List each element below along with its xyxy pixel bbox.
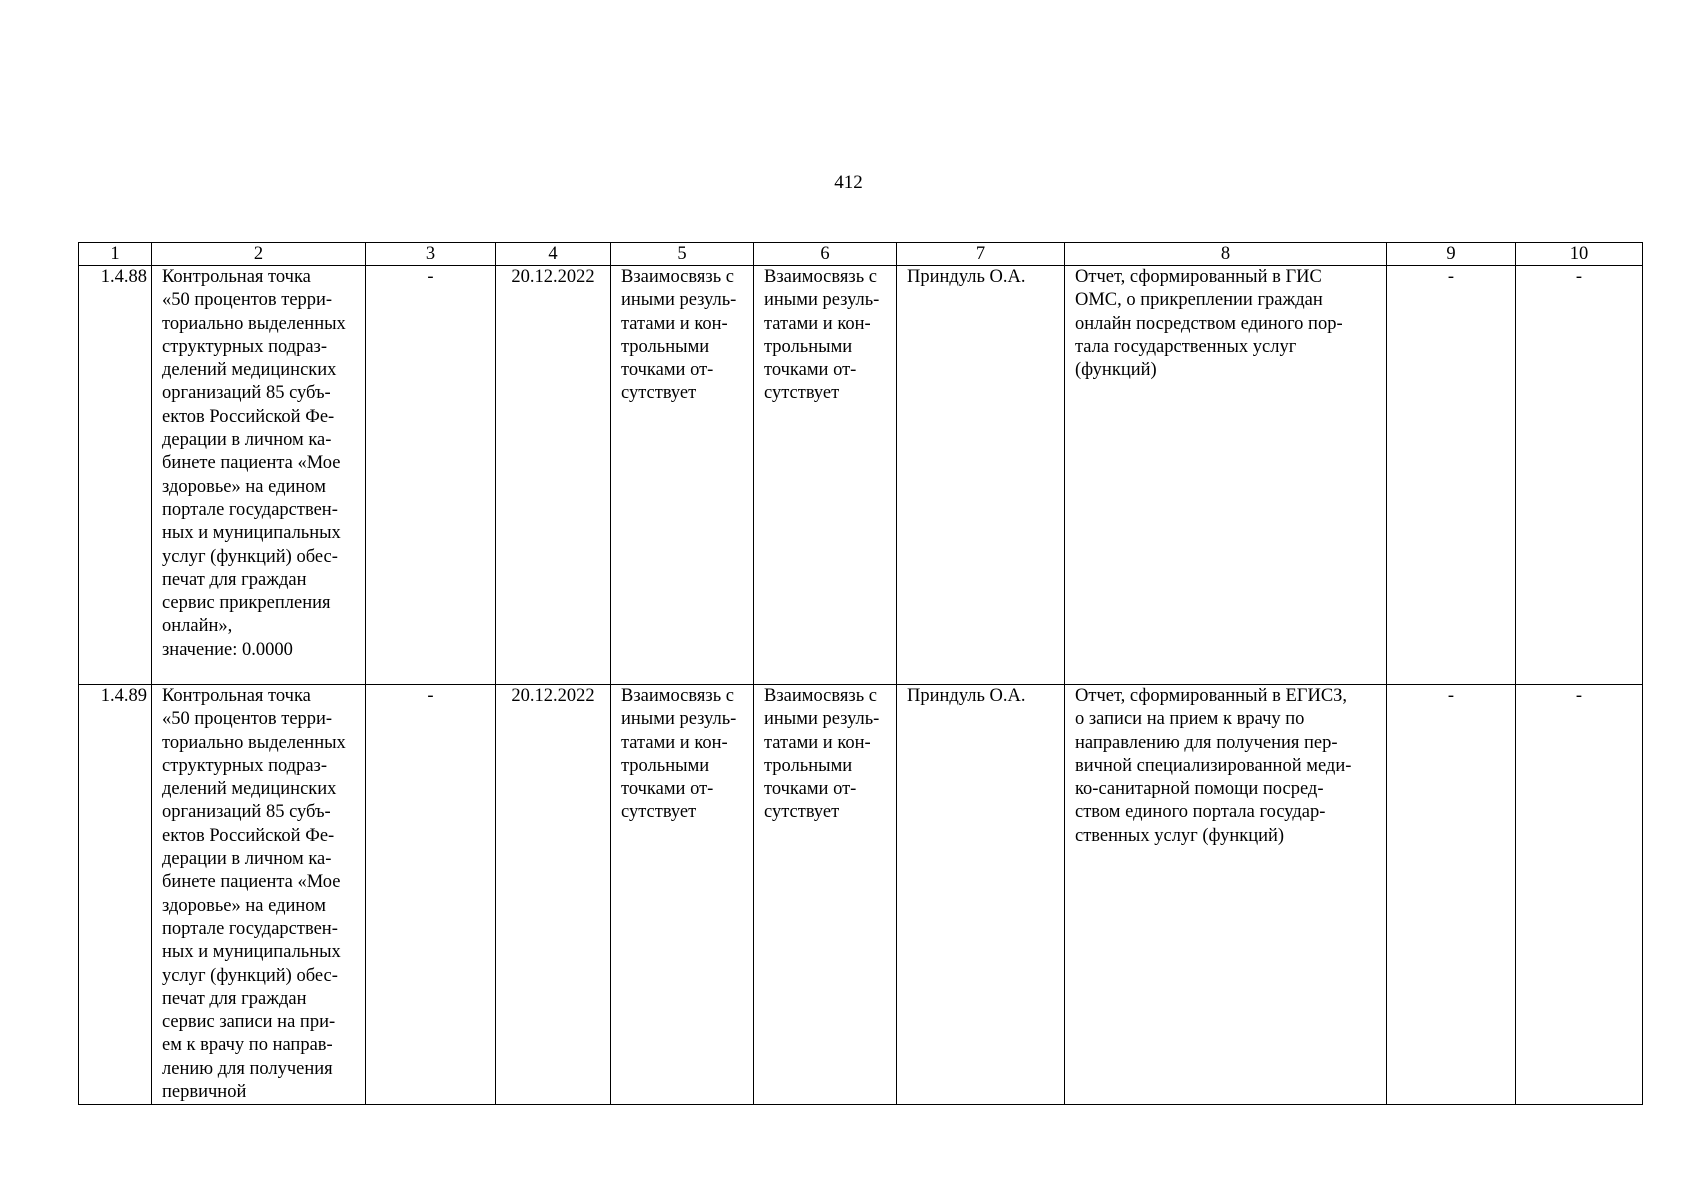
row-id-cell: 1.4.88 <box>79 266 152 685</box>
column-header: 9 <box>1387 243 1516 266</box>
relation-cell: Взаимосвязь с иными резуль- татами и кон- трольными точками от- сутствует <box>754 685 897 1105</box>
date-cell: 20.12.2022 <box>496 266 611 685</box>
description-cell: Контрольная точка «50 процентов терри- ториально выделенных структурных подраз- делений медицинских организаций 85 субъ- ектов Российской Фе- дерации в личном ка- бинете пациента «Мое здоровье» на едином портале государствен- ных и муниципальных услуг (функций) обес- печат для граждан сервис прикрепления онлайн», значение: 0.0000 <box>152 266 366 685</box>
column-header: 5 <box>611 243 754 266</box>
table-header-row <box>79 243 1643 266</box>
relation-cell: Взаимосвязь с иными резуль- татами и кон- трольными точками от- сутствует <box>611 685 754 1105</box>
table-row <box>79 266 1643 685</box>
column-header: 10 <box>1516 243 1643 266</box>
column-header: 6 <box>754 243 897 266</box>
column-header: 1 <box>79 243 152 266</box>
date-cell: 20.12.2022 <box>496 685 611 1105</box>
table-row <box>79 685 1643 1105</box>
column-9-cell: - <box>1387 266 1516 685</box>
column-10-cell: - <box>1516 266 1643 685</box>
column-header: 2 <box>152 243 366 266</box>
control-points-table <box>78 242 1643 1105</box>
responsible-cell: Приндуль О.А. <box>897 266 1065 685</box>
column-header: 8 <box>1065 243 1387 266</box>
column-10-cell: - <box>1516 685 1643 1105</box>
column-3-cell: - <box>366 685 496 1105</box>
column-header: 4 <box>496 243 611 266</box>
report-cell: Отчет, сформированный в ГИС ОМС, о прикреплении граждан онлайн посредством единого пор- тала государственных услуг (функций) <box>1065 266 1387 685</box>
description-cell: Контрольная точка «50 процентов терри- ториально выделенных структурных подраз- делений медицинских организаций 85 субъ- ектов Российской Фе- дерации в личном ка- бинете пациента «Мое здоровье» на едином портале государствен- ных и муниципальных услуг (функций) обес- печат для граждан сервис записи на при- ем к врачу по направ- лению для получения первичной <box>152 685 366 1105</box>
responsible-cell: Приндуль О.А. <box>897 685 1065 1105</box>
relation-cell: Взаимосвязь с иными резуль- татами и кон- трольными точками от- сутствует <box>754 266 897 685</box>
relation-cell: Взаимосвязь с иными резуль- татами и кон- трольными точками от- сутствует <box>611 266 754 685</box>
row-id-cell: 1.4.89 <box>79 685 152 1105</box>
column-header: 7 <box>897 243 1065 266</box>
column-header: 3 <box>366 243 496 266</box>
report-cell: Отчет, сформированный в ЕГИСЗ, о записи на прием к врачу по направлению для получения пер- вичной специализированной меди- ко-санитарной помощи посред- ством единого портала государ- ственных услуг (функций) <box>1065 685 1387 1105</box>
column-3-cell: - <box>366 266 496 685</box>
page-number: 412 <box>834 172 863 193</box>
column-9-cell: - <box>1387 685 1516 1105</box>
